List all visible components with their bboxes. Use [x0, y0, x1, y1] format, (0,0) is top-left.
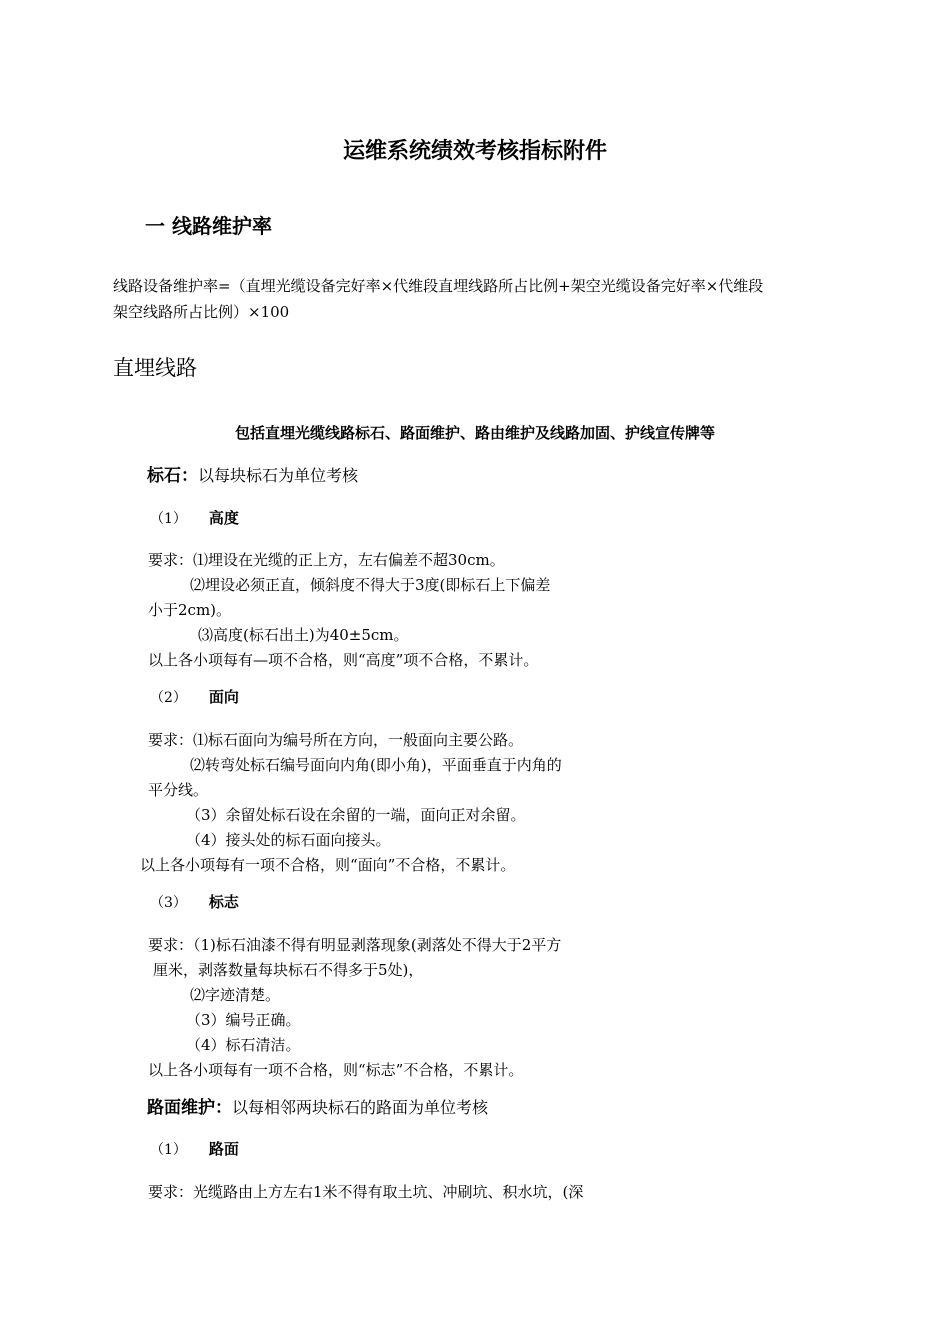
road-surface-req-line-1: 要求：光缆路由上方左右1米不得有取土坑、冲刷坑、积水坑，(深 — [148, 1183, 584, 1201]
item-road-surface-name: 路面 — [208, 1140, 239, 1158]
facing-req-line-2: ⑵转弯处标石编号面向内角(即小角)，平面垂直于内角的 — [190, 756, 562, 774]
item-height-name: 高度 — [208, 509, 239, 527]
facing-req-line-3: 平分线。 — [148, 781, 209, 799]
road-surface-maintenance-text: 以每相邻两块标石的路面为单位考核 — [232, 1098, 489, 1117]
height-req-line-1: 要求：⑴埋设在光缆的正上方，左右偏差不超30cm。 — [148, 551, 505, 569]
item-height-heading — [150, 511, 239, 526]
item-facing-heading — [150, 690, 239, 705]
height-req-line-2: ⑵埋设必须正直，倾斜度不得大于3度(即标石上下偏差 — [190, 576, 551, 594]
mark-req-line-3: ⑵字迹清楚。 — [190, 986, 281, 1004]
mark-req-line-2: 厘米，剥落数量每块标石不得多于5处)， — [153, 961, 424, 979]
height-summary: 以上各小项每有—项不合格，则“高度”项不合格，不累计。 — [148, 651, 539, 669]
mark-req-line-1: 要求：（1)标石油漆不得有明显剥落现象(剥落处不得大于2平方 — [148, 936, 562, 954]
facing-req-line-1: 要求：⑴标石面向为编号所在方向，一般面向主要公路。 — [148, 731, 524, 749]
marker-stone-intro — [147, 468, 358, 485]
road-surface-maintenance-label: 路面维护： — [147, 1098, 232, 1118]
road-surface-maintenance-intro — [147, 1100, 488, 1117]
item-facing-name: 面向 — [208, 688, 239, 706]
item-mark-heading — [150, 895, 239, 910]
document-title: 运维系统绩效考核指标附件 — [342, 138, 607, 164]
marker-stone-text: 以每块标石为单位考核 — [198, 466, 359, 485]
mark-summary: 以上各小项每有一项不合格，则“标志”不合格，不累计。 — [148, 1061, 524, 1079]
scope-title: 包括直埋光缆线路标石、路面维护、路由维护及线路加固、护线宣传牌等 — [234, 424, 715, 442]
height-req-line-3: 小于2cm)。 — [148, 601, 232, 619]
item-road-surface-number: （1） — [150, 1142, 187, 1158]
mark-req-line-5: （4）标石清洁。 — [186, 1036, 301, 1054]
subheading-buried-line: 直埋线路 — [113, 356, 197, 380]
item-road-surface-heading — [150, 1142, 239, 1157]
height-req-line-4: ⑶高度(标石出土)为40±5cm。 — [198, 626, 409, 644]
formula-line-2: 架空线路所占比例）×100 — [113, 303, 290, 321]
item-height-number: （1） — [150, 511, 187, 527]
item-mark-name: 标志 — [208, 893, 239, 911]
section-heading-line-maintenance-rate: 一 线路维护率 — [145, 214, 272, 238]
facing-req-line-5: （4）接头处的标石面向接头。 — [186, 831, 391, 849]
facing-req-line-4: （3）余留处标石设在余留的一端，面向正对余留。 — [186, 806, 526, 824]
item-facing-number: （2） — [150, 690, 187, 706]
facing-summary: 以上各小项每有一项不合格，则“面向”不合格，不累计。 — [140, 856, 516, 874]
formula-line-1: 线路设备维护率=（直埋光缆设备完好率×代维段直埋线路所占比例+架空光缆设备完好率×代维段 — [113, 277, 764, 295]
item-mark-number: （3） — [150, 895, 187, 911]
marker-stone-label: 标石： — [147, 466, 198, 486]
mark-req-line-4: （3）编号正确。 — [186, 1011, 301, 1029]
